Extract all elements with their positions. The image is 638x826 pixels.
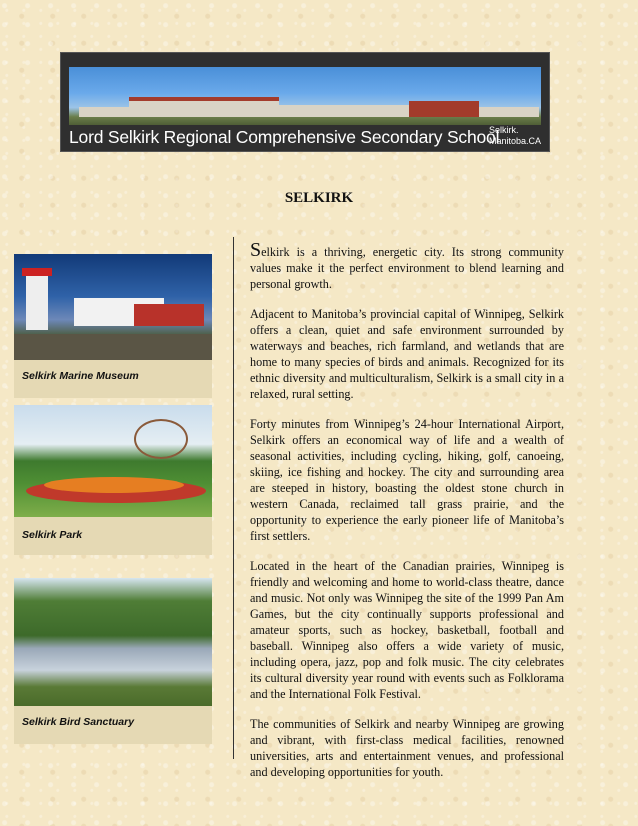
drop-cap: S xyxy=(250,239,262,261)
photo-caption: Selkirk Park xyxy=(22,529,83,541)
school-location: Selkirk. Manitoba.CA xyxy=(489,125,542,146)
paragraph: Located in the heart of the Canadian prairies, Winnipeg is friendly and welcoming and home to world-class theatre, dance and music. Not only was Winnipeg the site of the 1999 Pan Am Games, but the city continually supports professional and amateur sports, such as hockey, basketball, football and baseball. Winnipeg also offers a wide variety of music, including opera, jazz, pop and folk music. The city celebrates its cultural diversity year round with events such as Folklorama and the International Folk Festival. xyxy=(250,559,564,701)
school-banner xyxy=(60,52,550,152)
photo-card-bird-sanctuary xyxy=(14,578,212,744)
column-divider xyxy=(233,237,234,759)
article-body xyxy=(250,239,564,794)
photo-caption: Selkirk Bird Sanctuary xyxy=(22,716,135,728)
paragraph: Adjacent to Manitoba’s provincial capital of Winnipeg, Selkirk offers a clean, quiet and safe environment surrounded by waterways and beaches, rich farmland, and wetlands that are home to many species of birds and animals. Recognized for its ethnic diversity and multiculturalism, Selkirk is a small city in a relaxed, rural setting. xyxy=(250,307,564,401)
page-title: SELKIRK xyxy=(284,190,354,206)
paragraph: Forty minutes from Winnipeg’s 24-hour International Airport, Selkirk offers an economical way of life and a wealth of seasonal activities, including cycling, hiking, golf, canoeing, skiing, ice fishing and hockey. The city and surrounding area are steeped in history, boasting the oldest stone church in western Canada, reclaimed tall grass prairie, and the opportunity to experience the early pioneer life of Manitoba’s first settlers. xyxy=(250,417,564,543)
bird-sanctuary-photo xyxy=(14,578,212,706)
paragraph: Selkirk is a thriving, energetic city. Its strong community values make it the perfect environment to blend learning and personal growth. xyxy=(250,239,564,291)
park-photo xyxy=(14,405,212,517)
marine-museum-photo xyxy=(14,254,212,360)
paragraph: The communities of Selkirk and nearby Winnipeg are growing and vibrant, with first-class medical facilities, renowned universities, arts and entertainment venues, and professional and developing opportunities for youth. xyxy=(250,717,564,779)
photo-card-marine-museum xyxy=(14,254,212,398)
school-name: Lord Selkirk Regional Comprehensive Secondary School xyxy=(69,127,500,147)
photo-card-park xyxy=(14,405,212,555)
photo-caption: Selkirk Marine Museum xyxy=(22,370,139,382)
school-building-photo xyxy=(69,67,541,125)
